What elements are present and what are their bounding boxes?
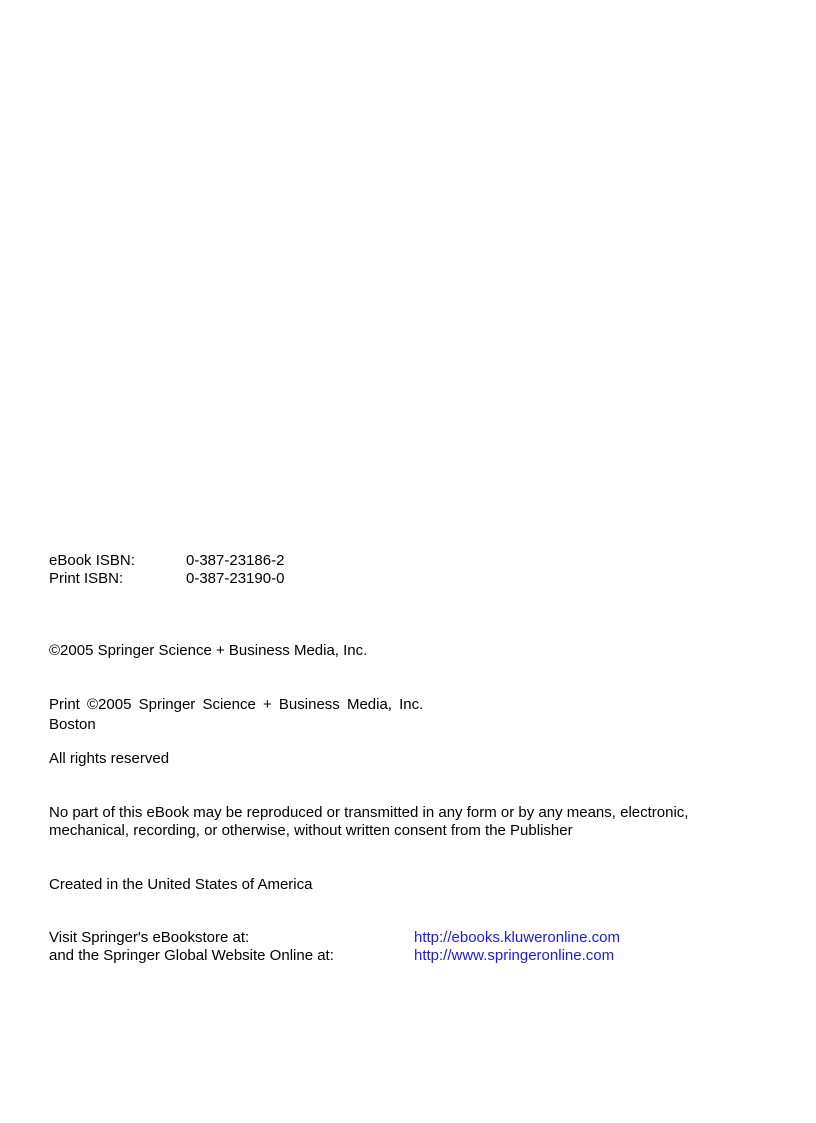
reproduction-notice-line-1: No part of this eBook may be reproduced or transmitted in any form or by any means, electronic, <box>49 804 689 821</box>
ebook-isbn-value: 0-387-23186-2 <box>186 552 285 569</box>
ebookstore-label: Visit Springer's eBookstore at: <box>49 929 250 946</box>
reproduction-notice-line-2: mechanical, recording, or otherwise, without written consent from the Publisher <box>49 822 573 839</box>
print-copyright: Print ©2005 Springer Science + Business Media, Inc. <box>49 696 424 713</box>
global-website-label: and the Springer Global Website Online at: <box>49 947 334 964</box>
ebook-isbn-label: eBook ISBN: <box>49 552 135 569</box>
print-isbn-label: Print ISBN: <box>49 570 124 587</box>
ebook-copyright: ©2005 Springer Science + Business Media, Inc. <box>49 642 368 659</box>
publisher-city: Boston <box>49 716 96 733</box>
global-website-link[interactable]: http://www.springeronline.com <box>414 947 615 964</box>
ebookstore-link[interactable]: http://ebooks.kluweronline.com <box>414 929 620 946</box>
all-rights-reserved: All rights reserved <box>49 750 170 767</box>
print-isbn-value: 0-387-23190-0 <box>186 570 285 587</box>
country-of-creation: Created in the United States of America <box>49 876 313 893</box>
